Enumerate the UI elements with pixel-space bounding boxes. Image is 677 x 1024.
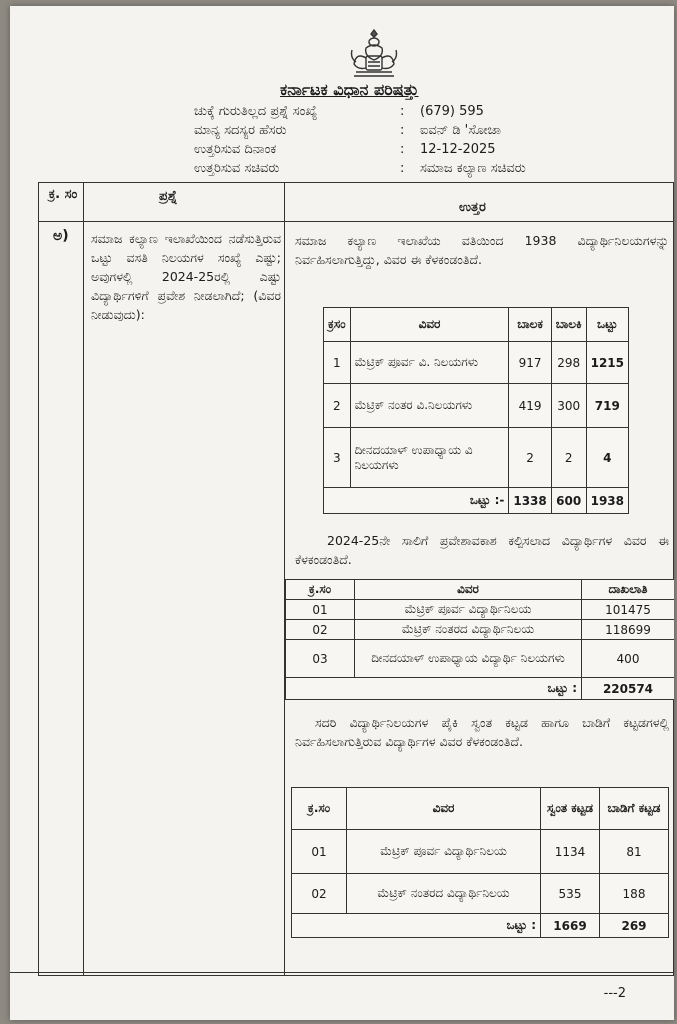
table-header: ಸ್ವಂತ ಕಟ್ಟಡ: [541, 788, 600, 830]
page-number: ---2: [603, 986, 626, 1001]
table-header: ಬಾಡಿಗೆ ಕಟ್ಟಡ: [600, 788, 669, 830]
header-divider: [39, 221, 673, 222]
table-header: ವಿವರ: [350, 308, 509, 342]
table-row: 01 ಮೆಟ್ರಿಕ್ ಪೂರ್ವ ವಿದ್ಯಾರ್ಥಿನಿಲಯ 1134 81: [292, 830, 669, 874]
table-header: ವಿವರ: [347, 788, 541, 830]
row-label: ಅ): [53, 228, 69, 244]
column-header-question: ಪ್ರಶ್ನೆ: [159, 189, 178, 204]
table-header: ವಿವರ: [355, 580, 582, 600]
meta-answer-date: ಉತ್ತರಿಸುವ ದಿನಾಂಕ : 12-12-2025: [194, 142, 496, 157]
column-header-answer: ಉತ್ತರ: [459, 200, 486, 215]
column-header-number: ಕ್ರ. ಸಂ: [48, 187, 78, 202]
table-header: ಕ್ರಸಂ: [324, 308, 351, 342]
column-divider: [83, 183, 84, 975]
table-header: ಬಾಲಕ: [509, 308, 551, 342]
table-row: 03 ದೀನದಯಾಳ್ ಉಪಾಧ್ಯಾಯ ವಿದ್ಯಾರ್ಥಿ ನಿಲಯಗಳು 400: [286, 640, 675, 678]
main-table: [38, 182, 674, 976]
table-header: ಬಾಲಕಿ: [551, 308, 586, 342]
building-table: [291, 787, 669, 938]
table-row: 1 ಮೆಟ್ರಿಕ್ ಪೂರ್ವ ವಿ. ನಿಲಯಗಳು 917 298 1215: [324, 342, 629, 384]
question-metadata: [194, 102, 664, 178]
table-row: 3 ದೀನದಯಾಳ್ ಉಪಾಧ್ಯಾಯ ವಿ ನಿಲಯಗಳು 2 2 4: [324, 428, 629, 488]
table-row: 2 ಮೆಟ್ರಿಕ್ ನಂತರ ವಿ.ನಿಲಯಗಳು 419 300 719: [324, 384, 629, 428]
document-page: [10, 6, 674, 1020]
admission-table: [285, 579, 674, 700]
table-header: ಕ್ರ.ಸಂ: [286, 580, 355, 600]
page-title: ಕರ್ನಾಟಕ ವಿಧಾನ ಪರಿಷತ್ತು: [280, 80, 419, 99]
question-text: ಸಮಾಜ ಕಲ್ಯಾಣ ಇಲಾಖೆಯಿಂದ ನಡೆಸುತ್ತಿರುವ ಒಟ್ಟು ವಸತಿ ನಿಲಯಗಳ ಸಂಖ್ಯೆ ಎಷ್ಟು; ಅವುಗಳಲ್ಲಿ 2024-25ರಲ್ಲಿ ಎಷ್ಟು ವಿದ್ಯಾರ್ಥಿಗಳಿಗೆ ಪ್ರವೇಶ ನೀಡಲಾಗಿದೆ; (ವಿವರ ನೀಡುವುದು):: [91, 231, 281, 322]
table-header: ದಾಖಲಾತಿ: [582, 580, 675, 600]
answer-paragraph-2: 2024-25ನೇ ಸಾಲಿಗೆ ಪ್ರವೇಶಾವಕಾಶ ಕಲ್ಪಿಸಲಾದ ವಿದ್ಯಾರ್ಥಿಗಳ ವಿವರ ಈ ಕೆಳಕಂಡಂತಿದೆ.: [295, 533, 669, 567]
table-row: 02 ಮೆಟ್ರಿಕ್ ನಂತರದ ವಿದ್ಯಾರ್ಥಿನಿಲಯ 118699: [286, 620, 675, 640]
table-header: ಕ್ರ.ಸಂ: [292, 788, 347, 830]
answer-paragraph-1: ಸಮಾಜ ಕಲ್ಯಾಣ ಇಲಾಖೆಯ ವತಿಯಿಂದ 1938 ವಿದ್ಯಾರ್ಥಿನಿಲಯಗಳನ್ನು ನಿರ್ವಹಿಸಲಾಗುತ್ತಿದ್ದು, ವಿವರ ಈ ಕೆಳಕಂಡಂತಿದೆ.: [295, 233, 669, 267]
answer-paragraph-3: ಸದರಿ ವಿದ್ಯಾರ್ಥಿನಿಲಯಗಳ ಪೈಕಿ ಸ್ವಂತ ಕಟ್ಟಡ ಹಾಗೂ ಬಾಡಿಗೆ ಕಟ್ಟಡಗಳಲ್ಲಿ ನಿರ್ವಹಿಸಲಾಗುತ್ತಿರುವ ವಿದ್ಯಾರ್ಥಿಗಳ ವಿವರ ಕೆಳಕಂಡಂತಿದೆ.: [295, 715, 669, 749]
table-row: 01 ಮೆಟ್ರಿಕ್ ಪೂರ್ವ ವಿದ್ಯಾರ್ಥಿನಿಲಯ 101475: [286, 600, 675, 620]
hostel-count-table: [323, 307, 629, 514]
table-row: 02 ಮೆಟ್ರಿಕ್ ನಂತರದ ವಿದ್ಯಾರ್ಥಿನಿಲಯ 535 188: [292, 874, 669, 914]
meta-minister: ಉತ್ತರಿಸುವ ಸಚಿವರು : ಸಮಾಜ ಕಲ್ಯಾಣ ಸಚಿವರು: [194, 161, 526, 176]
footer-divider: [10, 972, 674, 973]
table-header: ಒಟ್ಟು: [586, 308, 628, 342]
table-total-row: ಒಟ್ಟು : 220574: [286, 678, 675, 700]
meta-question-number: ಚುಕ್ಕೆ ಗುರುತಿಲ್ಲದ ಪ್ರಶ್ನೆ ಸಂಖ್ಯೆ : (679) 595: [194, 104, 484, 119]
table-total-row: ಒಟ್ಟು : 1669 269: [292, 914, 669, 938]
table-total-row: ಒಟ್ಟು :- 1338 600 1938: [324, 488, 629, 514]
meta-member-name: ಮಾನ್ಯ ಸದಸ್ಯರ ಹೆಸರು : ಐವನ್ ಡಿ 'ಸೋಜಾ: [194, 123, 502, 138]
state-emblem-icon: [344, 26, 404, 84]
